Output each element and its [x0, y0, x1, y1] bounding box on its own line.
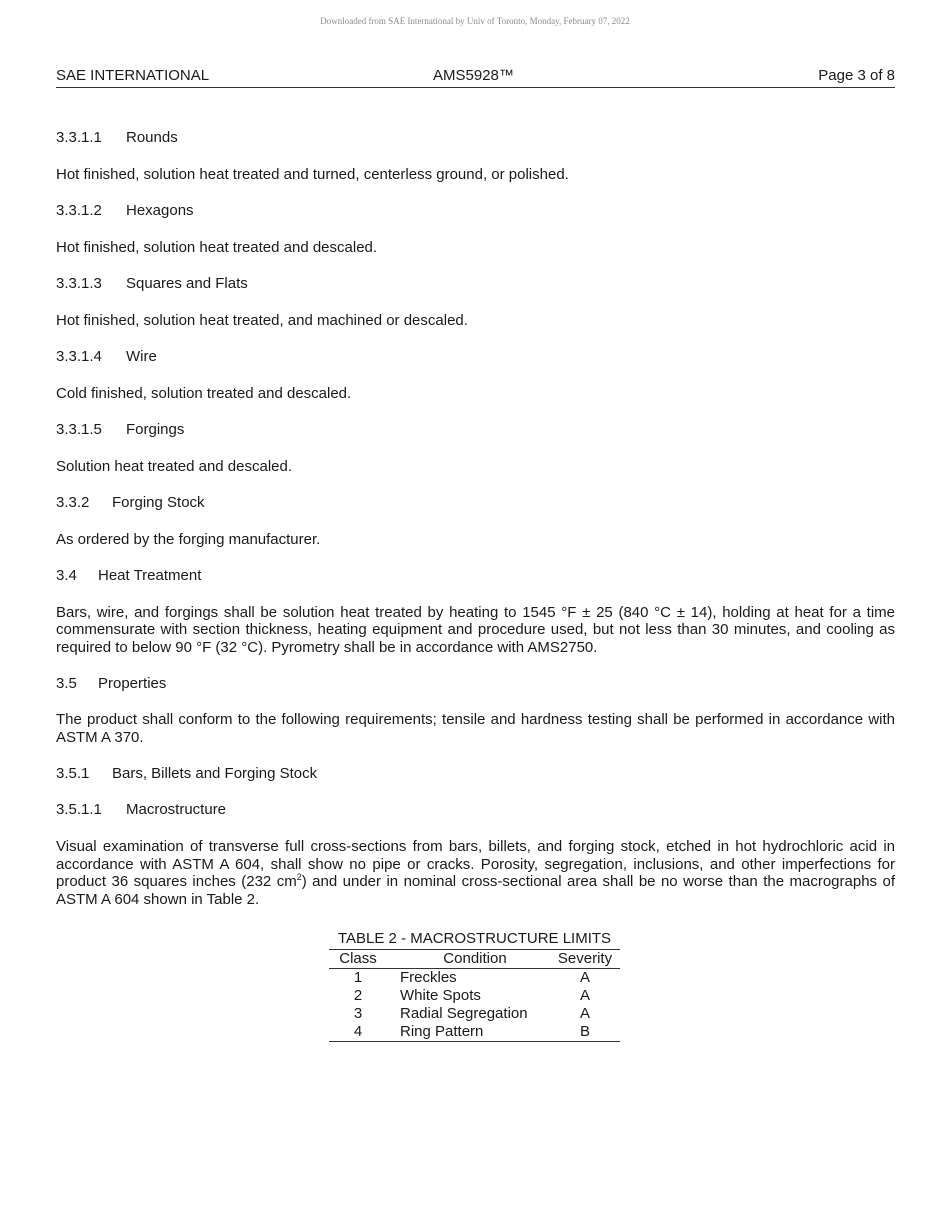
section-title: Heat Treatment — [98, 567, 202, 584]
section-heading — [56, 675, 895, 693]
section-number: 3.5.1 — [56, 764, 90, 782]
cell-condition: Freckles — [400, 969, 457, 986]
section-paragraph: Hot finished, solution heat treated, and machined or descaled. — [56, 311, 468, 329]
download-watermark: Downloaded from SAE International by Univ of Toronto, Monday, February 07, 2022 — [320, 16, 630, 26]
header-organization: SAE INTERNATIONAL — [56, 67, 210, 84]
section-heading — [56, 567, 895, 585]
section-paragraph: Hot finished, solution heat treated and descaled. — [56, 238, 378, 256]
section-title: Squares and Flats — [126, 275, 248, 292]
section-number: 3.3.1.4 — [56, 348, 102, 365]
superscript-exponent: 2 — [296, 872, 302, 883]
cell-class: 4 — [353, 1023, 363, 1040]
section-title: Wire — [126, 348, 157, 365]
cell-condition: Ring Pattern — [400, 1023, 484, 1040]
header-condition: Condition — [387, 950, 550, 969]
section-number: 3.5 — [56, 674, 77, 692]
section-heading — [56, 421, 895, 439]
table-title: TABLE 2 - MACROSTRUCTURE LIMITS — [337, 930, 612, 947]
cell-severity: B — [579, 1023, 590, 1040]
cell-class: 1 — [353, 969, 363, 986]
section-number: 3.3.1.1 — [56, 129, 102, 146]
macro-text-part1: Visual examination of transverse full cross-sections from bars, billets, and forging stock, etched in hot hydrochloric acid in accordance with ASTM A 604, shall show no pipe or cracks. Porosity, segregation, inclusions, and other imperfections for product 36 squares inches (232 cm — [56, 837, 895, 891]
section-title: Hexagons — [126, 202, 194, 219]
cell-severity: A — [579, 987, 590, 1004]
section-title: Forging Stock — [112, 494, 205, 511]
section-number: 3.3.1.3 — [56, 275, 102, 292]
section-heading — [56, 801, 895, 819]
section-paragraph: The product shall conform to the following requirements; tensile and hardness testing shall be performed in accordance with ASTM A 370. — [56, 711, 895, 746]
section-paragraph: Cold finished, solution treated and descaled. — [56, 384, 352, 402]
section-number: 3.3.2 — [56, 494, 90, 511]
section-heading — [56, 765, 895, 783]
header-severity: Severity — [550, 950, 620, 969]
header-class: Class — [329, 950, 387, 969]
section-heading — [56, 275, 895, 293]
cell-condition: White Spots — [400, 987, 481, 1004]
table-row — [329, 1005, 620, 1023]
cell-severity: A — [579, 969, 590, 986]
section-title: Bars, Billets and Forging Stock — [112, 764, 318, 782]
section-heading — [56, 129, 895, 147]
table-row — [329, 987, 620, 1005]
macrostructure-table — [329, 929, 620, 1042]
table-row — [329, 1023, 620, 1042]
section-paragraph: As ordered by the forging manufacturer. — [56, 530, 321, 548]
cell-severity: A — [579, 1005, 590, 1022]
section-title: Forgings — [126, 421, 185, 438]
section-paragraph: Solution heat treated and descaled. — [56, 457, 293, 475]
section-title: Macrostructure — [126, 801, 227, 819]
cell-class: 3 — [353, 1005, 363, 1022]
section-number: 3.5.1.1 — [56, 801, 102, 819]
section-number: 3.4 — [56, 567, 77, 584]
section-paragraph: Hot finished, solution heat treated and turned, centerless ground, or polished. — [56, 165, 569, 183]
table-header-row — [329, 950, 620, 969]
macro-text-part2: ) and under in nominal cross-sectional area shall be no worse than the macrographs of ASTM A 604 shown in Table 2. — [56, 873, 896, 908]
section-heading — [56, 202, 895, 220]
section-number: 3.3.1.5 — [56, 421, 102, 438]
section-heading — [56, 348, 895, 366]
cell-condition: Radial Segregation — [400, 1005, 528, 1022]
page-header — [56, 67, 895, 88]
section-number: 3.3.1.2 — [56, 202, 102, 219]
header-page-number: Page 3 of 8 — [818, 67, 895, 84]
section-title: Rounds — [126, 129, 178, 146]
header-document-number: AMS5928™ — [433, 67, 514, 84]
document-body — [56, 129, 895, 927]
macrostructure-paragraph — [56, 838, 895, 908]
limits-table — [329, 949, 620, 1042]
table-row — [329, 969, 620, 988]
section-title: Properties — [98, 674, 167, 692]
section-paragraph: Bars, wire, and forgings shall be solution heat treated by heating to 1545 °F ± 25 (840 °C ± 14), holding at heat for a time commensurate with section thickness, heating equipment and procedure used, but not less than 30 minutes, and cooling as required to below 90 °F (32 °C). Pyrometry shall be in accordance with AMS2750. — [56, 603, 895, 656]
cell-class: 2 — [353, 987, 363, 1004]
section-heading — [56, 494, 895, 512]
